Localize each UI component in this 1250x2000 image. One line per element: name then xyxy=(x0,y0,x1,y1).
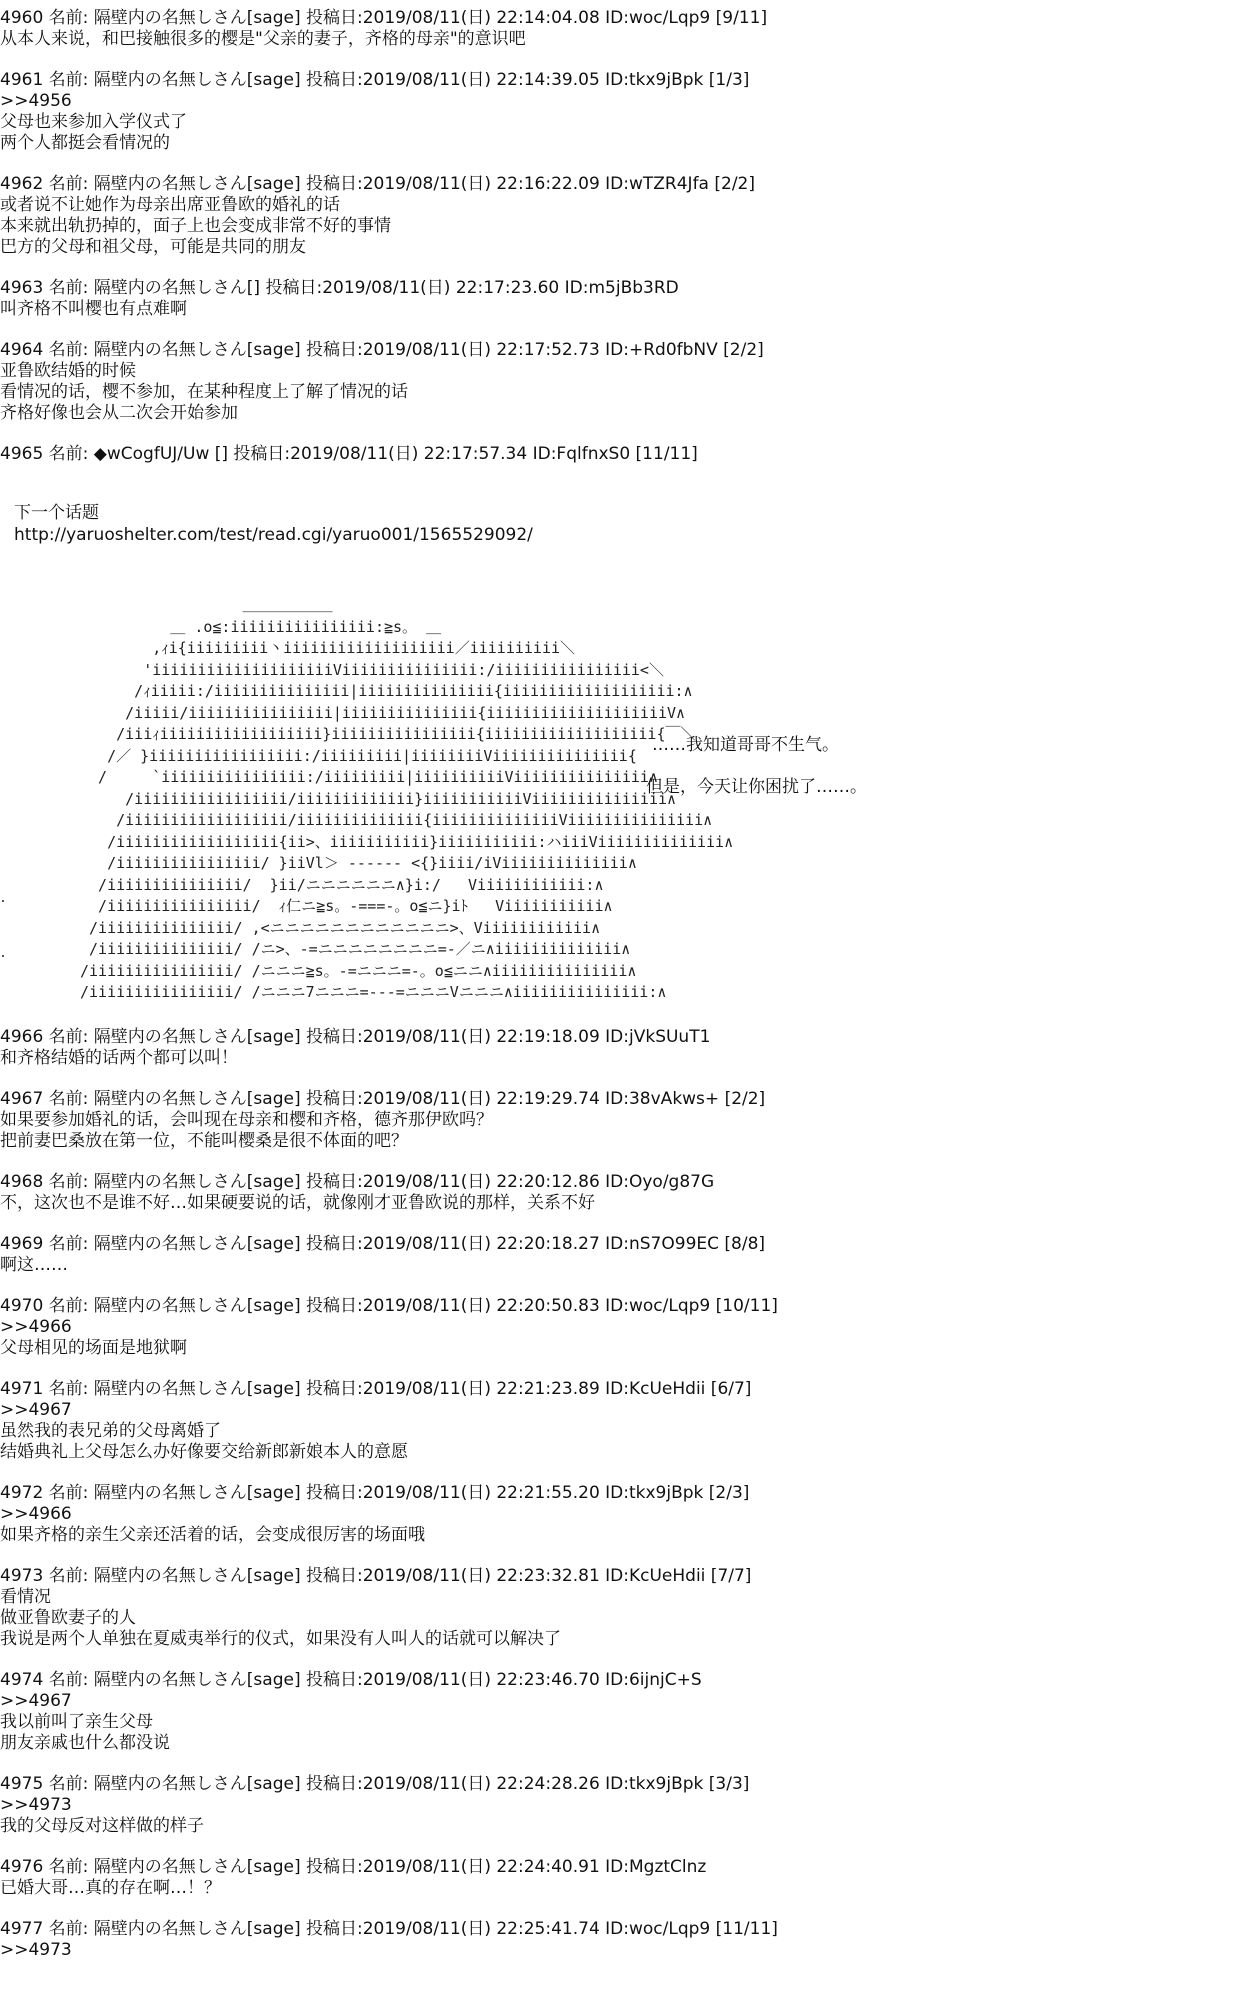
post-body-line: 我说是两个人单独在夏威夷举行的仪式，如果没有人叫人的话就可以解决了 xyxy=(0,1629,561,1649)
ascii-art-line: /iiiiiiiiiiiiiiii/ /ニニニ7ニニニ=---=ニニニVニニニ∧iiiiiiiiiiiiiii:∧ xyxy=(80,983,667,1001)
reply-anchor-link[interactable]: >>4967 xyxy=(0,1400,72,1420)
speck-mark xyxy=(2,955,4,957)
post-body-line: 从本人来说，和巴接触很多的樱是"父亲的妻子，齐格的母亲"的意识吧 xyxy=(0,29,526,49)
post-header: 4965 名前: ◆wCogfUJ/Uw [] 投稿日:2019/08/11(日) 22:17:57.34 ID:FqlfnxS0 [11/11] xyxy=(0,444,698,464)
post-body-line: 或者说不让她作为母亲出席亚鲁欧的婚礼的话 xyxy=(0,195,340,215)
post-body-line: 朋友亲戚也什么都没说 xyxy=(0,1733,170,1753)
reply-anchor-link[interactable]: >>4966 xyxy=(0,1317,72,1337)
thread-post xyxy=(0,1670,1240,1754)
ascii-art-line: /iiiiiiiiiiiiiii/ }ii/ニニニニニニ∧}i:/ Viiiiiiiiiiii:∧ xyxy=(80,875,604,894)
post-header: 4976 名前: 隔壁内の名無しさん[sage] 投稿日:2019/08/11(日) 22:24:40.91 ID:MgztClnz xyxy=(0,1857,707,1877)
ascii-art-line: /iiiiiiiiiiiiiiiii/iiiiiiiiiiiii}iiiiiiiiiiiViiiiiiiiiiiiiii∧ xyxy=(80,789,677,808)
reply-anchor-link[interactable]: >>4967 xyxy=(0,1691,72,1711)
post-body-line: 虽然我的表兄弟的父母离婚了 xyxy=(0,1421,221,1441)
thread-post xyxy=(0,174,1240,258)
post-header: 4963 名前: 隔壁内の名無しさん[] 投稿日:2019/08/11(日) 22:17:23.60 ID:m5jBb3RD xyxy=(0,278,679,298)
post-header: 4964 名前: 隔壁内の名無しさん[sage] 投稿日:2019/08/11(日) 22:17:52.73 ID:+Rd0fbNV [2/2] xyxy=(0,340,764,360)
post-body-line: 和齐格结婚的话两个都可以叫！ xyxy=(0,1048,238,1068)
ascii-art-line: /ｨiiiii:/iiiiiiiiiiiiiii|iiiiiiiiiiiiiii{iiiiiiiiiiiiiiiiiii:∧ xyxy=(80,682,693,700)
post-body-line: 如果要参加婚礼的话，会叫现在母亲和樱和齐格，德齐那伊欧吗？ xyxy=(0,1110,493,1130)
ascii-art-line: /iiiiiiiiiiiiiiii/ /ニニニ≧s。-=ニニニ=-。o≦ニニ∧iiiiiiiiiiiiiii∧ xyxy=(80,961,637,980)
character-dialogue-line: ……我知道哥哥不生气。 xyxy=(652,735,839,755)
post-header: 4972 名前: 隔壁内の名無しさん[sage] 投稿日:2019/08/11(日) 22:21:55.20 ID:tkx9jBpk [2/3] xyxy=(0,1483,750,1503)
ascii-art-line: / `iiiiiiiiiiiiiiii:/iiiiiiiii|iiiiiiiiiiViiiiiiiiiiiiiii∧ xyxy=(80,768,658,786)
reply-anchor-link[interactable]: >>4956 xyxy=(0,91,72,111)
post-body-line: 做亚鲁欧妻子的人 xyxy=(0,1608,136,1628)
ascii-art-line: /iiiiiiiiiiiiiii/ /ニ>、-=ニニニニニニニニ=-／ニ∧iiiiiiiiiiiiii∧ xyxy=(80,940,631,958)
ascii-art-post xyxy=(0,485,1240,1005)
next-topic-link[interactable]: http://yaruoshelter.com/test/read.cgi/yaruo001/1565529092/ xyxy=(14,525,533,545)
speck-mark xyxy=(2,900,4,902)
character-dialogue-line: 但是，今天让你困扰了……。 xyxy=(646,777,867,797)
post-body-line: 如果齐格的亲生父亲还活着的话，会变成很厉害的场面哦 xyxy=(0,1525,425,1545)
post-body-line: 把前妻巴桑放在第一位，不能叫樱桑是很不体面的吧？ xyxy=(0,1131,408,1151)
post-header: 4977 名前: 隔壁内の名無しさん[sage] 投稿日:2019/08/11(日) 22:25:41.74 ID:woc/Lqp9 [11/11] xyxy=(0,1919,778,1939)
post-header: 4975 名前: 隔壁内の名無しさん[sage] 投稿日:2019/08/11(日) 22:24:28.26 ID:tkx9jBpk [3/3] xyxy=(0,1774,750,1794)
post-body-line: 我的父母反对这样做的样子 xyxy=(0,1816,204,1836)
thread-post xyxy=(0,1172,1240,1214)
thread-post xyxy=(0,70,1240,154)
post-body-line: 看情况 xyxy=(0,1587,51,1607)
post-body-line: 我以前叫了亲生父母 xyxy=(0,1712,153,1732)
reply-anchor-link[interactable]: >>4973 xyxy=(0,1795,72,1815)
post-body-line: 亚鲁欧结婚的时候 xyxy=(0,361,136,381)
thread-content xyxy=(0,8,1240,1981)
thread-post xyxy=(0,1089,1240,1152)
ascii-art-line: /iiiiiiiiiiiiiiii/ ｨ仁ニ≧s。-===-。o≦ニ}iﾄ Viiiiiiiiiii∧ xyxy=(80,897,613,915)
thread-post xyxy=(0,1483,1240,1546)
post-body-line: 齐格好像也会从二次会开始参加 xyxy=(0,403,238,423)
post-body-line: 看情况的话，樱不参加，在某种程度上了解了情况的话 xyxy=(0,382,408,402)
thread-post xyxy=(0,1566,1240,1650)
thread-post xyxy=(0,340,1240,424)
posts-before xyxy=(0,8,1240,465)
thread-post xyxy=(0,1774,1240,1837)
post-body-line: 两个人都挺会看情况的 xyxy=(0,133,170,153)
ascii-art-line: /iiiiiiiiiiiiiiiiii/iiiiiiiiiiiiii{iiiiiiiiiiiiiiViiiiiiiiiiiiiii∧ xyxy=(80,811,713,829)
post-body-line: 巴方的父母和祖父母，可能是共同的朋友 xyxy=(0,237,306,257)
post-header: 4968 名前: 隔壁内の名無しさん[sage] 投稿日:2019/08/11(日) 22:20:12.86 ID:Oyo/g87G xyxy=(0,1172,715,1192)
post-body-line: 父母也来参加入学仪式了 xyxy=(0,112,187,132)
post-header: 4971 名前: 隔壁内の名無しさん[sage] 投稿日:2019/08/11(日) 22:21:23.89 ID:KcUeHdii [6/7] xyxy=(0,1379,752,1399)
post-body-line: 已婚大哥…真的存在啊…！？ xyxy=(0,1878,221,1898)
thread-post xyxy=(0,1296,1240,1359)
post-header: 4966 名前: 隔壁内の名無しさん[sage] 投稿日:2019/08/11(日) 22:19:18.09 ID:jVkSUuT1 xyxy=(0,1027,711,1047)
thread-post xyxy=(0,1857,1240,1899)
post-header: 4969 名前: 隔壁内の名無しさん[sage] 投稿日:2019/08/11(日) 22:20:18.27 ID:nS7O99EC [8/8] xyxy=(0,1234,766,1254)
thread-post xyxy=(0,1379,1240,1463)
ascii-art-line: /iiiii/iiiiiiiiiiiiiiii|iiiiiiiiiiiiiii{iiiiiiiiiiiiiiiiiiiiV∧ xyxy=(80,703,686,722)
post-body-line: 结婚典礼上父母怎么办好像要交给新郎新娘本人的意愿 xyxy=(0,1442,408,1462)
thread-post xyxy=(0,1919,1240,1961)
thread-post xyxy=(0,1027,1240,1069)
thread-post xyxy=(0,1234,1240,1276)
post-body-line: 本来就出轨扔掉的，面子上也会变成非常不好的事情 xyxy=(0,216,391,236)
ascii-art-line: 'iiiiiiiiiiiiiiiiiiiiViiiiiiiiiiiiiii:/iiiiiiiiiiiiiiii<＼ xyxy=(80,660,664,679)
thread-post xyxy=(0,444,1240,465)
ascii-art-line: /iiiiiiiiiiiiiiii/ }iiVl＞ ------ <{}iiii/iViiiiiiiiiiiiii∧ xyxy=(80,854,637,872)
ascii-art-line: ,ｨi{iiiiiiiii丶iiiiiiiiiiiiiiiiiii／iiiiiiiiii＼ xyxy=(80,639,576,657)
post-body-line: 不，这次也不是谁不好…如果硬要说的话，就像刚才亚鲁欧说的那样，关系不好 xyxy=(0,1193,595,1213)
post-body-line: 父母相见的场面是地狱啊 xyxy=(0,1338,187,1358)
post-header: 4967 名前: 隔壁内の名無しさん[sage] 投稿日:2019/08/11(日) 22:19:29.74 ID:38vAkws+ [2/2] xyxy=(0,1089,766,1109)
ascii-art-line: ＿＿＿＿＿＿ xyxy=(80,596,333,614)
next-topic-label: 下一个话题 xyxy=(14,503,99,523)
ascii-art-line: /／ }iiiiiiiiiiiiiiiii:/iiiiiiiii|iiiiiiiiViiiiiiiiiiiiiii{ xyxy=(80,746,637,765)
reply-anchor-link[interactable]: >>4966 xyxy=(0,1504,72,1524)
ascii-art-figure xyxy=(80,595,733,1004)
ascii-art-line: /iiiiiiiiiiiiiiiiii{ii>、iiiiiiiiiii}iiiiiiiiiii:ハiiiViiiiiiiiiiiiii∧ xyxy=(80,832,734,851)
ascii-art-line: ＿ .o≦:iiiiiiiiiiiiiiii:≧s。 ＿ xyxy=(80,617,442,636)
posts-after xyxy=(0,1027,1240,1961)
post-header: 4961 名前: 隔壁内の名無しさん[sage] 投稿日:2019/08/11(日) 22:14:39.05 ID:tkx9jBpk [1/3] xyxy=(0,70,750,90)
thread-post xyxy=(0,278,1240,320)
post-header: 4973 名前: 隔壁内の名無しさん[sage] 投稿日:2019/08/11(日) 22:23:32.81 ID:KcUeHdii [7/7] xyxy=(0,1566,752,1586)
reply-anchor-link[interactable]: >>4973 xyxy=(0,1940,72,1960)
post-header: 4962 名前: 隔壁内の名無しさん[sage] 投稿日:2019/08/11(日) 22:16:22.09 ID:wTZR4Jfa [2/2] xyxy=(0,174,755,194)
post-body-line: 啊这…… xyxy=(0,1255,68,1275)
thread-post xyxy=(0,8,1240,50)
ascii-art-line: /iiiｨiiiiiiiiiiiiiiiiii}iiiiiiiiiiiiiiii{iiiiiiiiiiiiiiiiiii{￣＼ xyxy=(80,725,696,743)
post-header: 4970 名前: 隔壁内の名無しさん[sage] 投稿日:2019/08/11(日) 22:20:50.83 ID:woc/Lqp9 [10/11] xyxy=(0,1296,778,1316)
ascii-art-line: /iiiiiiiiiiiiiii/ ,<ニニニニニニニニニニニニ>、Viiiiiiiiiiii∧ xyxy=(80,918,601,937)
post-header: 4974 名前: 隔壁内の名無しさん[sage] 投稿日:2019/08/11(日) 22:23:46.70 ID:6ijnjC+S xyxy=(0,1670,702,1690)
post-header: 4960 名前: 隔壁内の名無しさん[sage] 投稿日:2019/08/11(日) 22:14:04.08 ID:woc/Lqp9 [9/11] xyxy=(0,8,768,28)
post-body-line: 叫齐格不叫樱也有点难啊 xyxy=(0,299,187,319)
